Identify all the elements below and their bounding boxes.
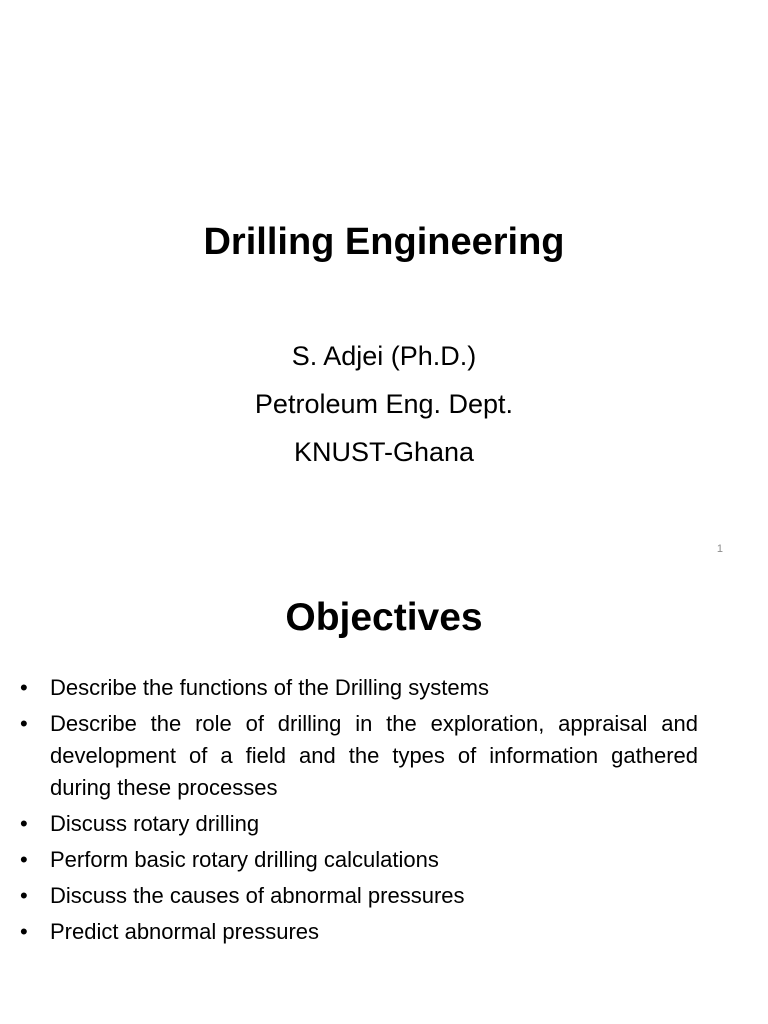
slide-title: Objectives xyxy=(285,596,483,639)
bullet-icon: • xyxy=(20,711,28,736)
bullet-icon: • xyxy=(20,811,28,836)
slide-number: 1 xyxy=(716,543,723,555)
author-name: S. Adjei (Ph.D.) xyxy=(291,341,477,371)
slide-subtitle xyxy=(0,332,768,476)
list-item xyxy=(18,844,698,876)
list-item-text: Perform basic rotary drilling calculations xyxy=(50,847,439,872)
slide-title: Drilling Engineering xyxy=(203,221,565,263)
list-item xyxy=(18,916,698,948)
list-item xyxy=(18,672,698,704)
list-item xyxy=(18,880,698,912)
list-item-text: Discuss the causes of abnormal pressures xyxy=(50,883,465,908)
bullet-icon: • xyxy=(20,919,28,944)
objectives-slide xyxy=(0,576,768,1024)
bullet-icon: • xyxy=(20,847,28,872)
department: Petroleum Eng. Dept. xyxy=(254,389,514,419)
objectives-list xyxy=(18,672,698,952)
list-item xyxy=(18,808,698,840)
bullet-icon: • xyxy=(20,883,28,908)
bullet-icon: • xyxy=(20,675,28,700)
list-item xyxy=(18,708,698,804)
list-item-text: Predict abnormal pressures xyxy=(50,919,320,944)
list-item-text: Discuss rotary drilling xyxy=(50,811,260,836)
list-item-text: Describe the role of drilling in the exploration, appraisal and development of a field and the types of information gathered during these processes xyxy=(50,711,698,800)
institution: KNUST-Ghana xyxy=(293,437,475,467)
list-item-text: Describe the functions of the Drilling systems xyxy=(50,675,489,700)
